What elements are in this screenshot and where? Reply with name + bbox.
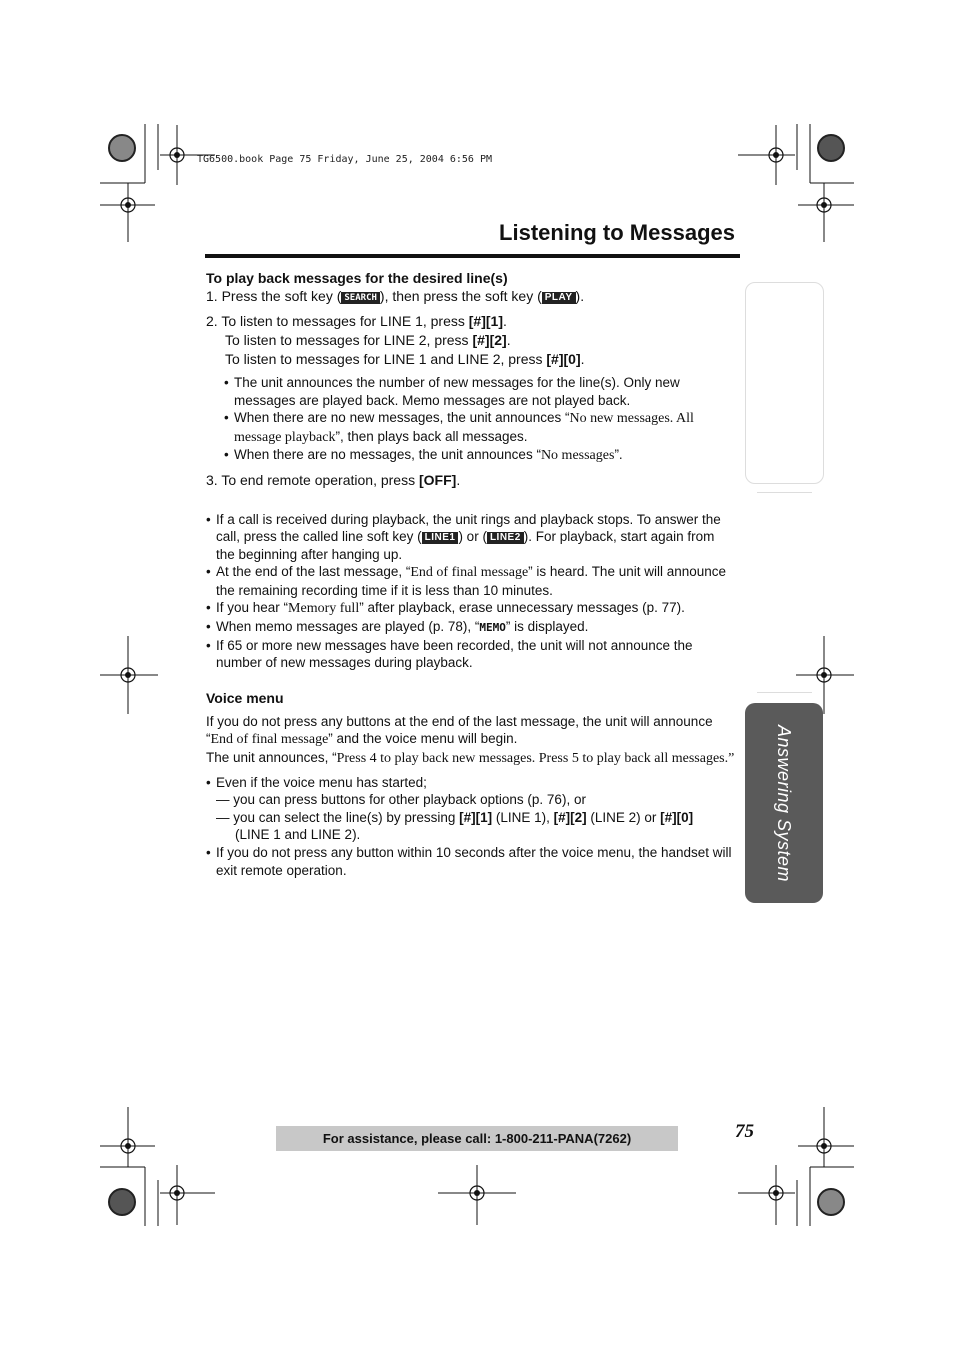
key-hash-2: [#][2] [553,809,587,825]
note-text: ). For playback, start again from the beginning after hanging up. [216,529,715,562]
step-1-text-post: ). [575,288,585,304]
note-text: When memo messages are played (p. 78), “ [216,619,480,635]
step-2 [206,312,736,368]
voice-prompt: End of final message [410,565,529,581]
note-text: ” after playback, erase unnecessary messages (p. 77). [359,600,685,616]
paragraph-text: The unit announces, “ [206,750,337,766]
bullet-text: When there are no new messages, the unit announces “ [234,410,570,425]
main-content [206,268,736,879]
dash-item: (LINE 1), [492,809,554,825]
punct: . [503,313,507,329]
notes-list [206,511,736,672]
step-1 [206,287,736,305]
punct: . [506,332,511,348]
paragraph-text: ” [728,751,735,767]
section-heading: To play back messages for the desired line(s) [206,270,508,286]
line2-softkey-icon: LINE2 [487,532,524,544]
list-item: • If 65 or more new messages have been recorded, the unit will not announce the number of new messages during playback. [206,637,736,672]
bullet-text: When there are no messages, the unit announces “ [234,447,541,462]
key-off: [OFF] [418,471,457,488]
print-header-line: TG6500.book Page 75 Friday, June 25, 2004 6:56 PM [197,154,493,165]
paragraph-text: ” and the voice menu will begin. [328,731,518,747]
page-title: Listening to Messages [499,220,735,245]
key-hash-0: [#][0] [546,351,581,367]
step-2-line1: 2. To listen to messages for LINE 1, press [206,313,469,329]
punct: . [580,351,585,367]
assistance-footer: For assistance, please call: 1-800-211-PANA(7262) [276,1126,678,1151]
list-item: • At the end of the last message, “End of final message” is heard. The unit will announce the remaining recording time if it is less than 10 minutes. [206,564,727,598]
line1-softkey-icon: LINE1 [422,532,459,544]
list-item: • The unit announces the number of new messages for the line(s). Only new messages are played back. Memo messages are not played back. [224,374,736,409]
bullet-text: ”. [614,447,623,462]
step-1-text-mid: ), then press the soft key ( [379,288,542,304]
divider [757,492,812,493]
key-hash-0: [#][0] [660,809,694,825]
voice-menu-body [206,713,736,768]
voice-menu-heading: Voice menu [206,689,284,706]
note-text: ” is heard. The unit will announce the remaining recording time if it is less than 10 minutes. [216,564,727,598]
play-softkey-icon: PLAY [542,292,576,304]
key-hash-1: [#][1] [459,809,493,825]
step-3 [206,471,736,489]
key-hash-1: [#][1] [468,313,503,329]
paragraph-text: If you do not press any buttons at the end of the last message, the unit will announce “ [206,713,713,747]
voice-prompt: No messages [540,448,615,463]
note-text: ) or ( [458,529,487,545]
memo-display-text: MEMO [479,621,506,635]
dash-item: (LINE 2) or [586,809,661,825]
step-1-text: 1. Press the soft key ( [206,288,342,304]
key-hash-2: [#][2] [472,332,507,348]
voice-prompt: No new messages. All message playback [234,411,694,445]
punct: . [456,471,461,488]
step-3-text: 3. To end remote operation, press [206,471,419,488]
dash-item: (LINE 1 and LINE 2). [235,827,361,843]
side-tab-outline [745,282,824,484]
list-item: • Even if the voice menu has started; — you can press buttons for other playback options (p. 76), or — you can select the line(s) by pressing [#][1] (LINE 1), [#][2] (LINE 2) or [#][0] (LINE 1 and LINE 2). [206,774,694,843]
note-text: If you hear “ [216,600,289,616]
divider [757,692,812,693]
note-text: ” is displayed. [505,619,589,635]
bullet-text: The unit announces the number of new messages for the line(s). Only new messages are played back. Memo messages are not played back. [234,375,680,408]
step-2-line2: To listen to messages for LINE 2, press [225,332,473,348]
side-tab-label-wrap [745,703,823,903]
step-2-line3: To listen to messages for LINE 1 and LINE 2, press [225,351,547,367]
voice-menu-bullets [206,774,736,880]
voice-prompt: Press 4 to play back new messages. Press 5 to play back all messages. [336,751,729,767]
list-item: • When memo messages are played (p. 78), “MEMO” is displayed. [206,619,589,635]
note-text: If a call is received during playback, the unit rings and playback stops. To answer the call, press the called line soft key ( [216,511,721,545]
dash-item: — you can press buttons for other playback options (p. 76), or [216,792,586,808]
note-text: At the end of the last message, “ [216,564,411,580]
page-number: 75 [735,1121,754,1142]
list-item: • If a call is received during playback, the unit rings and playback stops. To answer the call, press the called line soft key ( LINE1 ) or ( LINE2 ). For playback, start again from the beginning after hanging up. [206,511,721,562]
voice-prompt: End of final message [210,732,329,748]
bullet-text: ”, then plays back all messages. [335,428,528,444]
side-tab-label: Answering System [774,724,795,882]
search-softkey-icon: SEARCH [341,292,380,304]
step-2-bullets [206,374,736,465]
list-item: • When there are no new messages, the unit announces “No new messages. All message playback”, then plays back all messages. [224,410,694,445]
list-item: • If you hear “Memory full” after playback, erase unnecessary messages (p. 77). [206,600,685,617]
note-text: If 65 or more new messages have been recorded, the unit will not announce the number of new messages during playback. [216,637,693,671]
dash-item: — you can select the line(s) by pressing [216,809,460,825]
title-rule [205,254,740,258]
bullet-text: Even if the voice menu has started; [216,774,427,790]
list-item: • When there are no messages, the unit announces “No messages”. [224,447,623,463]
bullet-text: If you do not press any button within 10 seconds after the voice menu, the handset will exit remote operation. [216,845,732,878]
voice-prompt: Memory full [288,601,360,617]
list-item: • If you do not press any button within 10 seconds after the voice menu, the handset will exit remote operation. [206,844,736,879]
